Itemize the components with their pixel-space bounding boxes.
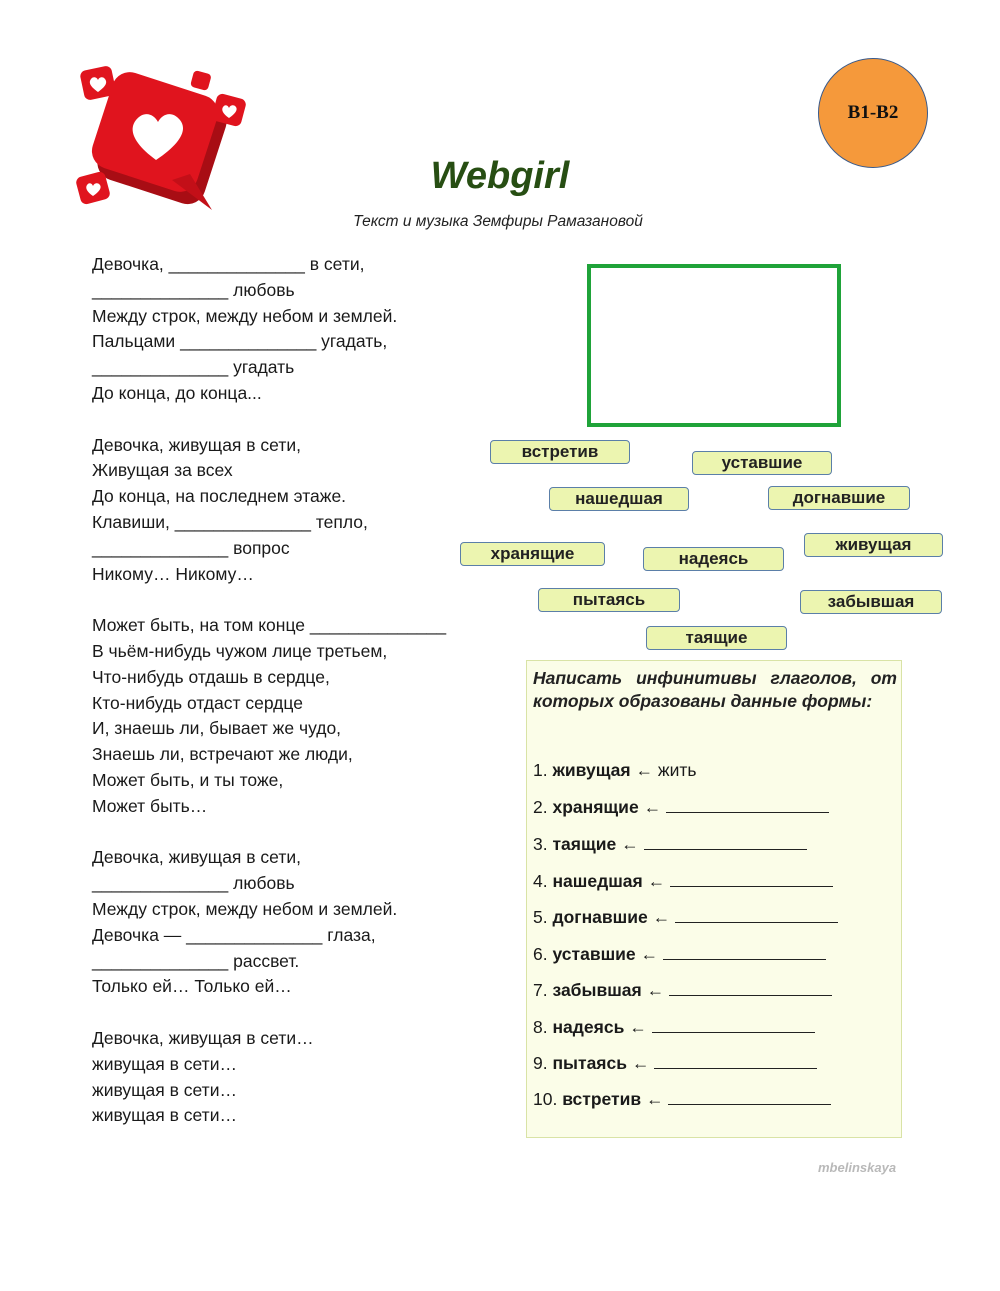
- task-heading: Написать инфинитивы глаголов, от которых образованы данные формы:: [533, 668, 897, 711]
- lyric-line: Клавиши, ______________ тепло,: [92, 511, 368, 532]
- stanza-2: [92, 433, 512, 588]
- answer-row: [533, 867, 833, 893]
- item-word: живущая: [552, 760, 631, 780]
- answer-row: [533, 976, 832, 1002]
- item-word: пытаясь: [552, 1053, 628, 1073]
- answer-field[interactable]: [644, 830, 807, 850]
- lyric-line: Может быть…: [92, 795, 208, 816]
- item-word: хранящие: [552, 797, 639, 817]
- item-number: 2.: [533, 797, 548, 817]
- stanza-3: [92, 613, 512, 819]
- item-number: 3.: [533, 834, 548, 854]
- lyric-line: В чьём-нибудь чужом лице третьем,: [92, 640, 388, 661]
- lyric-line: живущая в сети…: [92, 1053, 237, 1074]
- word-chip-ustavshie[interactable]: уставшие: [692, 451, 832, 475]
- word-chip-dognavshie[interactable]: догнавшие: [768, 486, 910, 510]
- item-word: забывшая: [552, 980, 642, 1000]
- lyric-line: живущая в сети…: [92, 1079, 237, 1100]
- item-number: 8.: [533, 1017, 548, 1037]
- answer-row: [533, 940, 826, 966]
- item-number: 5.: [533, 907, 548, 927]
- left-arrow-icon: ←: [631, 1053, 650, 1073]
- word-chip-zabyvshaya[interactable]: забывшая: [800, 590, 942, 614]
- lyric-line: Никому… Никому…: [92, 563, 254, 584]
- lyric-line: Между строк, между небом и землей.: [92, 898, 398, 919]
- lyric-line: Может быть, на том конце ______________: [92, 615, 447, 636]
- lyric-line: Что-нибудь отдашь в сердце,: [92, 666, 330, 687]
- page-title: Webgirl: [430, 155, 570, 197]
- lyric-line: ______________ угадать: [92, 357, 295, 378]
- lyric-line: Девочка, живущая в сети…: [92, 1027, 314, 1048]
- item-word: встретив: [562, 1089, 642, 1109]
- answer-row: [533, 757, 697, 783]
- lyric-line: ______________ любовь: [92, 873, 295, 894]
- word-chip-tayashchie[interactable]: таящие: [646, 626, 787, 650]
- word-chip-nadeyas[interactable]: надеясь: [643, 547, 784, 571]
- item-word: уставшие: [552, 944, 636, 964]
- lyric-line: Пальцами ______________ угадать,: [92, 331, 388, 352]
- lyric-line: Девочка, живущая в сети,: [92, 434, 301, 455]
- left-arrow-icon: ←: [647, 871, 666, 891]
- answer-row: [533, 1013, 815, 1039]
- answer-row: [533, 830, 807, 856]
- watermark: mbelinskaya: [818, 1160, 897, 1175]
- item-word: таящие: [552, 834, 617, 854]
- item-word: догнавшие: [552, 907, 648, 927]
- item-number: 1.: [533, 760, 548, 780]
- answer-field[interactable]: [663, 940, 826, 960]
- task-box: [526, 660, 902, 1138]
- item-number: 4.: [533, 871, 548, 891]
- word-chip-pytayas[interactable]: пытаясь: [538, 588, 680, 612]
- item-number: 9.: [533, 1053, 548, 1073]
- answer-field[interactable]: жить: [657, 760, 697, 780]
- left-arrow-icon: ←: [643, 797, 662, 817]
- answer-row: [533, 1049, 817, 1075]
- answer-field[interactable]: [675, 903, 838, 923]
- lyric-line: Девочка, живущая в сети,: [92, 847, 301, 868]
- lyric-line: Может быть, и ты тоже,: [92, 769, 284, 790]
- image-drop-box[interactable]: [587, 264, 841, 427]
- left-arrow-icon: ←: [621, 834, 639, 854]
- answer-field[interactable]: [652, 1013, 815, 1033]
- left-arrow-icon: ←: [640, 944, 659, 964]
- left-arrow-icon: ←: [635, 760, 654, 780]
- item-word: нашедшая: [552, 871, 643, 891]
- page-subtitle: Текст и музыка Земфиры Рамазановой: [353, 213, 643, 230]
- item-word: надеясь: [552, 1017, 625, 1037]
- lyric-line: ______________ рассвет.: [92, 950, 300, 971]
- item-number: 6.: [533, 944, 548, 964]
- answer-row: [533, 793, 829, 819]
- left-arrow-icon: ←: [629, 1017, 647, 1037]
- lyric-line: ______________ вопрос: [92, 537, 290, 558]
- lyric-line: Кто-нибудь отдаст сердце: [92, 692, 303, 713]
- lyric-line: И, знаешь ли, бывает же чудо,: [92, 718, 342, 739]
- lyric-line: ______________ любовь: [92, 279, 295, 300]
- lyric-line: До конца, на последнем этаже.: [92, 486, 347, 507]
- left-arrow-icon: ←: [646, 980, 665, 1000]
- lyric-line: Между строк, между небом и землей.: [92, 305, 398, 326]
- lyrics: [92, 252, 512, 1155]
- lyric-line: Живущая за всех: [92, 460, 233, 481]
- left-arrow-icon: ←: [652, 907, 671, 927]
- stanza-1: [92, 252, 512, 407]
- answer-row: [533, 1085, 831, 1111]
- answer-row: [533, 903, 838, 929]
- word-chip-zhivushchaya[interactable]: живущая: [804, 533, 943, 557]
- word-chip-vstretiv[interactable]: встретив: [490, 440, 630, 464]
- answer-field[interactable]: [666, 793, 829, 813]
- lyric-line: живущая в сети…: [92, 1105, 237, 1126]
- lyric-line: До конца, до конца...: [92, 382, 262, 403]
- answer-field[interactable]: [669, 976, 832, 996]
- item-number: 7.: [533, 980, 548, 1000]
- word-chip-nashedshaya[interactable]: нашедшая: [549, 487, 689, 511]
- stanza-4: [92, 845, 512, 1000]
- level-badge: B1-B2: [818, 58, 928, 168]
- answer-field[interactable]: [670, 867, 833, 887]
- word-chip-khranyashchie[interactable]: хранящие: [460, 542, 605, 566]
- left-arrow-icon: ←: [645, 1089, 664, 1109]
- lyric-line: Только ей… Только ей…: [92, 976, 292, 997]
- answer-field[interactable]: [654, 1049, 817, 1069]
- item-number: 10.: [533, 1089, 558, 1109]
- lyric-line: Девочка, ______________ в сети,: [92, 254, 365, 274]
- answer-field[interactable]: [668, 1085, 831, 1105]
- stanza-5: [92, 1026, 512, 1129]
- lyric-line: Девочка — ______________ глаза,: [92, 924, 376, 945]
- lyric-line: Знаешь ли, встречают же люди,: [92, 744, 353, 765]
